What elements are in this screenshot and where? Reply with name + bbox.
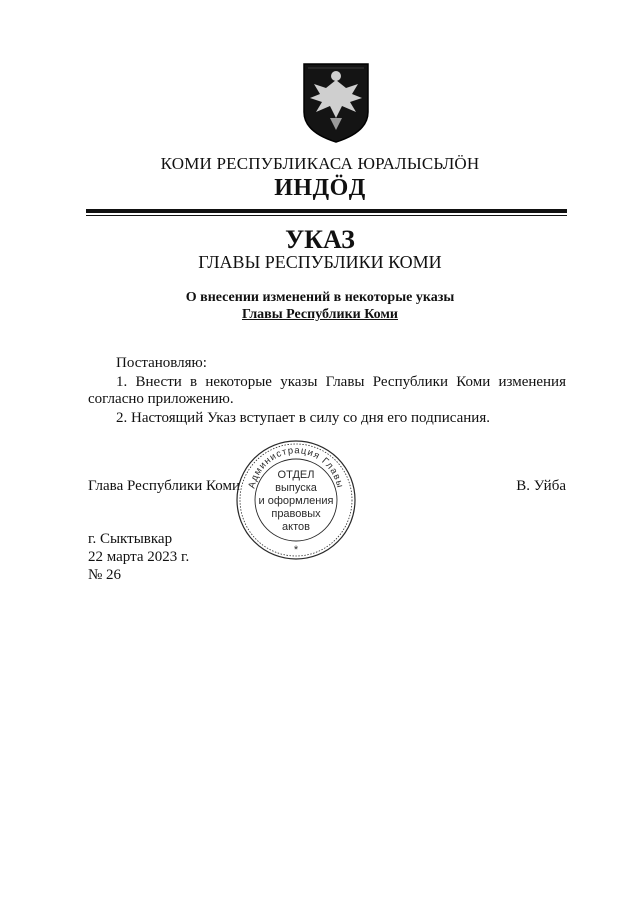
doc-type-title: УКАЗ <box>285 225 355 254</box>
stamp-ring-text: Администрация Главы <box>246 445 346 490</box>
issue-place: г. Сыктывкар <box>88 531 173 547</box>
issue-date: 22 марта 2023 г. <box>88 549 190 565</box>
header-rule-thick <box>86 209 567 213</box>
stamp-line-3: и оформления <box>258 495 334 507</box>
issuer-komi-heading: КОМИ РЕСПУБЛИКАСА ЮРАЛЫСЬЛÖН <box>160 154 480 173</box>
signatory-title: Глава Республики Коми <box>88 478 240 494</box>
stamp-star: * <box>293 544 299 556</box>
official-stamp <box>234 438 358 562</box>
decree-number: № 26 <box>88 567 122 583</box>
header-rule-thin <box>86 215 567 216</box>
body-intro: Постановляю: <box>116 355 207 371</box>
body-item-2: 2. Настоящий Указ вступает в силу со дня его подписания. <box>116 410 490 426</box>
doc-issuer-title: ГЛАВЫ РЕСПУБЛИКИ КОМИ <box>198 252 442 272</box>
doc-type-komi-heading: ИНДÖД <box>274 175 366 201</box>
subject-line-2: Главы Республики Коми <box>241 307 399 322</box>
stamp-line-4: правовых <box>271 508 321 520</box>
subject-line-1: О внесении изменений в некоторые указы <box>185 290 455 305</box>
coat-of-arms-of-komi-icon <box>300 60 372 144</box>
body-item-1: 1. Внести в некоторые указы Главы Республики Коми изменения согласно приложению. <box>88 374 566 407</box>
stamp-line-1: ОТДЕЛ <box>277 469 315 481</box>
stamp-line-5: актов <box>282 521 310 533</box>
signatory-name: В. Уйба <box>516 478 566 494</box>
stamp-line-2: выпуска <box>275 482 317 494</box>
